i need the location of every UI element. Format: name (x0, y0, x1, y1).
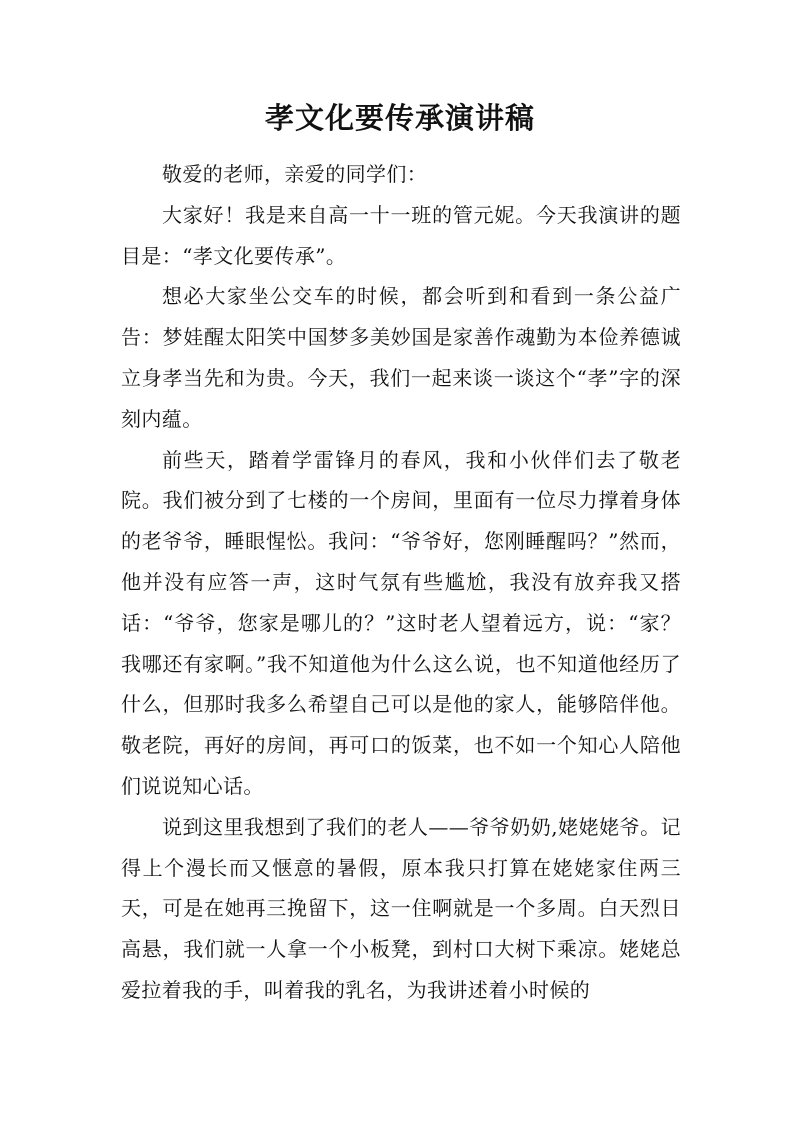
paragraph-nursing-home: 前些天，踏着学雷锋月的春风，我和小伙伴们去了敬老院。我们被分到了七楼的一个房间，里面有一位尽力撑着身体的老爷爷，睡眼惺忪。我问：“爷爷好，您刚睡醒吗？”然而，他并没有应答一声，这时气氛有些尴尬，我没有放弃我又搭话：“爷爷，您家是哪儿的？”这时老人望着远方，说：“家？我哪还有家啊。”我不知道他为什么这么说，也不知道他经历了什么，但那时我多么希望自己可以是他的家人，能够陪伴他。敬老院，再好的房间，再可口的饭菜，也不如一个知心人陪他们说说知心话。 (121, 447, 681, 798)
paragraph-introduction: 大家好！我是来自高一十一班的管元妮。今天我演讲的题目是：“孝文化要传承”。 (121, 202, 681, 268)
speech-body (121, 154, 681, 1011)
paragraph-public-ad: 想必大家坐公交车的时候，都会听到和看到一条公益广告：梦娃醒太阳笑中国梦多美妙国是家善作魂勤为本俭养德诚立身孝当先和为贵。今天，我们一起来谈一谈这个“孝”字的深刻内蕴。 (121, 284, 681, 431)
paragraph-grandparents: 说到这里我想到了我们的老人——爷爷奶奶,姥姥姥爷。记得上个漫长而又惬意的暑假，原本我只打算在姥姥家住两三天，可是在她再三挽留下，这一住啊就是一个多周。白天烈日高悬，我们就一人拿一个小板凳，到村口大树下乘凉。姥姥总爱拉着我的手，叫着我的乳名，为我讲述着小时候的 (121, 814, 681, 1002)
page-title: 孝文化要传承演讲稿 (264, 101, 535, 135)
paragraph-greeting: 敬爱的老师，亲爱的同学们： (162, 162, 428, 186)
